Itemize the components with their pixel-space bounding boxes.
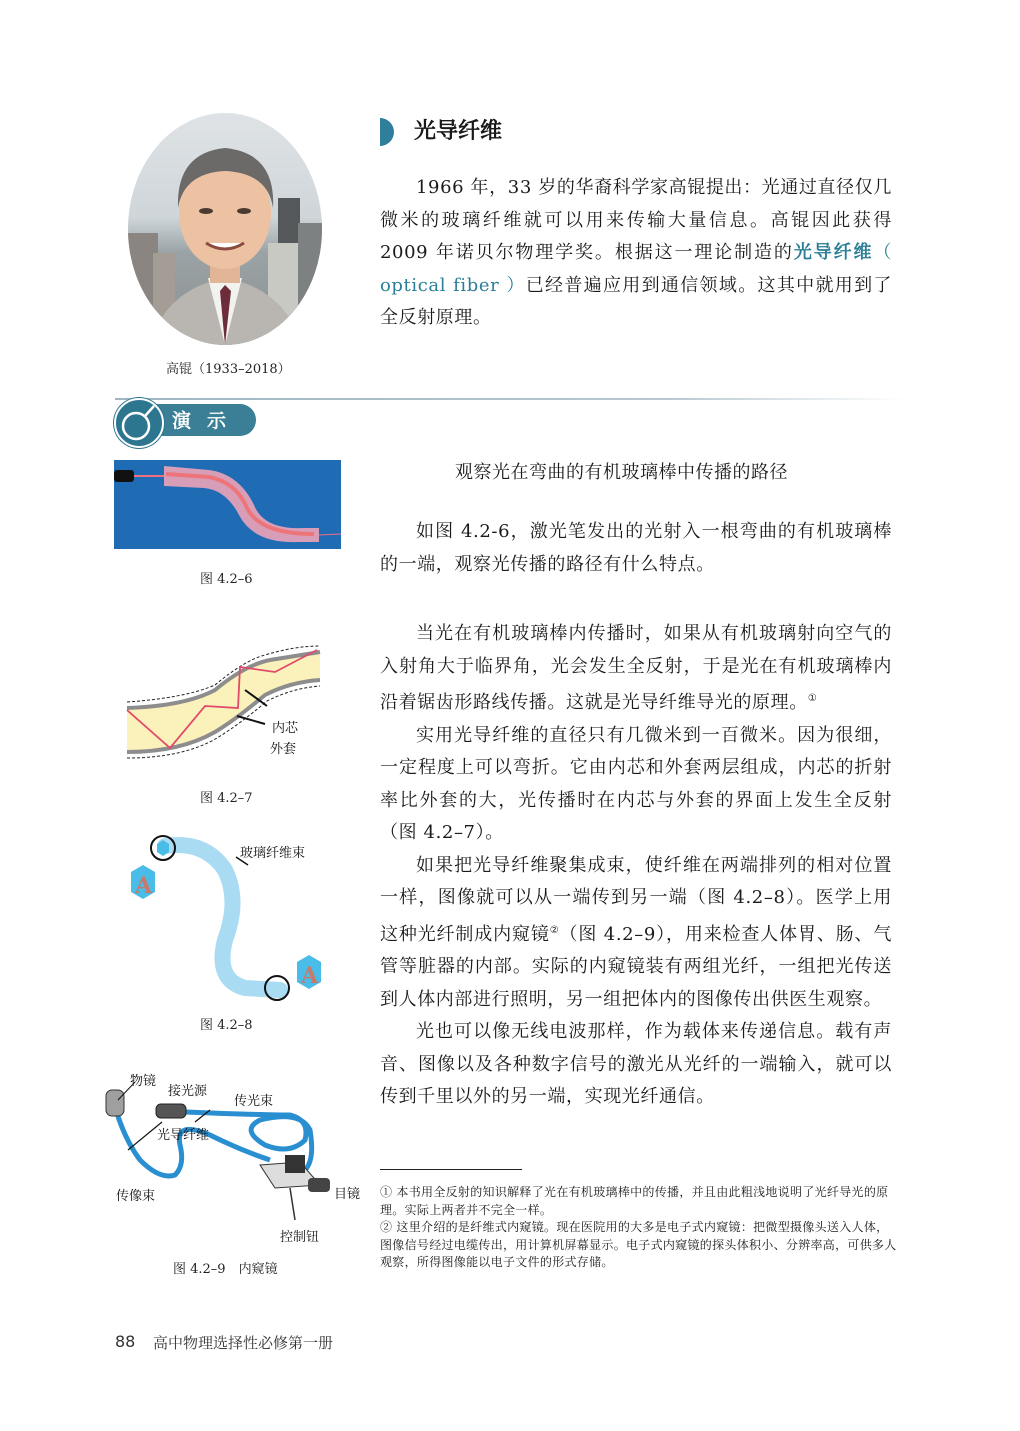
term-optical-fiber: 光导纤维 (793, 242, 874, 263)
footnote-ref-1[interactable]: ① (807, 693, 818, 704)
portrait-caption: 高锟（1933–2018） (166, 362, 291, 377)
paragraph-fiber-communication: 光也可以像无线电波那样，作为载体来传递信息。载有声音、图像以及各种数字信号的激光从光纤的一端输入，就可以传到千里以外的另一端，实现光纤通信。 (380, 1021, 892, 1107)
section-title: 光导纤维 (414, 119, 503, 144)
term-optical-fiber-en: （ optical fiber ） (380, 242, 892, 296)
page-number: 88 (115, 1332, 136, 1351)
demo-banner-label: 演示 (172, 410, 243, 432)
intro-text-1: 1966 年，33 岁的华裔科学家高锟提出：光通过直径仅几微米的玻璃纤维就可以用来传输大量信息。高锟因此获得 2009 年诺贝尔物理学奖。根据这一理论制造的 (380, 177, 892, 263)
section-marker-icon (380, 118, 394, 146)
intro-paragraph (380, 172, 892, 335)
label-core: 内芯 (272, 721, 299, 736)
paragraph-fiber-structure: 实用光导纤维的直径只有几微米到一百微米。因为很细，一定程度上可以弯折。它由内芯和外套两层组成，内芯的折射率比外套的大，光传播时在内芯与外套的界面上发生全反射（图 4.2–7）。 (380, 724, 892, 843)
footnote-2: ② 这里介绍的是纤维式内窥镜。现在医院用的大多是电子式内窥镜：把微型摄像头送入人体，图像信号经过电缆传出，用计算机屏幕显示。电子式内窥镜的探头体积小、分辨率高，可供多人观察，所得图像能以电子文件的形式存储。 (380, 1220, 897, 1269)
label-objective-lens: 物镜 (130, 1074, 157, 1089)
section-divider (115, 398, 905, 400)
label-eyepiece: 目镜 (334, 1187, 361, 1202)
footnote-ref-2[interactable]: ② (549, 924, 560, 936)
figure-4-2-8-caption: 图 4.2–8 (200, 1018, 253, 1033)
label-image-bundle: 传像束 (116, 1189, 156, 1204)
label-light-source: 接光源 (168, 1084, 208, 1099)
demo-title: 观察光在弯曲的有机玻璃棒中传播的路径 (455, 462, 788, 483)
paragraph-fiber-bundle: 如果把光导纤维聚集成束，使纤维在两端排列的相对位置一样，图像就可以从一端传到另一端（图 4.2–8）。医学上用这种光纤制成内窥镜 (380, 854, 892, 945)
label-light-bundle: 传光束 (234, 1094, 274, 1109)
portrait-photo (128, 113, 322, 345)
intro-text-2: 已经普遍应用到通信领域。这其中就用到了全反射原理。 (380, 274, 893, 328)
magnifier-icon (114, 398, 164, 448)
label-cladding: 外套 (270, 742, 297, 757)
paragraph-total-reflection: 当光在有机玻璃棒内传播时，如果从有机玻璃射向空气的入射角大于临界角，光会发生全反射，于是光在有机玻璃棒内沿着锯齿形路线传播。这就是光导纤维导光的原理。 (380, 623, 892, 713)
book-title: 高中物理选择性必修第一册 (153, 1334, 334, 1352)
demo-paragraph: 如图 4.2-6，激光笔发出的光射入一根弯曲的有机玻璃棒的一端，观察光传播的路径有什么特点。 (380, 521, 892, 575)
figure-4-2-6-photo (114, 460, 341, 549)
footnote-divider (380, 1169, 522, 1170)
figure-4-2-6-caption: 图 4.2–6 (200, 572, 253, 587)
figure-4-2-9-diagram (100, 1070, 360, 1245)
figure-4-2-9-caption: 图 4.2–9 内窥镜 (173, 1262, 278, 1277)
label-glass-fiber-bundle: 玻璃纤维束 (240, 846, 306, 861)
figure-4-2-7-caption: 图 4.2–7 (200, 791, 253, 806)
label-control-knob: 控制钮 (280, 1230, 320, 1245)
body-text: 当光在有机玻璃棒内传播时，如果从有机玻璃射向空气的入射角大于临界角，光会发生全反射，于是光在有机玻璃棒内沿着锯齿形路线传播。这就是光导纤维导光的原理。① 实用光导纤维的直径只有几微米到一百微米。因为很细，一定程度上可以弯折。它由内芯和外套两层组成，内芯的折射率比外套的大，光传播时在内芯与外套的界面上发生全反射（图 4.2–7）。 如果把光导纤维聚集成束，使纤维在两端排列的相对位置一样，图像就可以从一端传到另一端（图 4.2–8）。医学上用这种光纤制成内窥镜②（图 4.2–9），用来检查人体胃、肠、气管等脏器的内部。实际的内窥镜装有两组光纤，一组把光传送到人体内部进行照明，另一组把体内的图像传出供医生观察。 光也可以像无线电波那样，作为载体来传递信息。载有声音、图像以及各种数字信号的激光从光纤的一端输入，就可以传到千里以外的另一端，实现光纤通信。 (380, 618, 892, 1114)
glyph-a-left: A (135, 873, 153, 899)
footnote-1: ① 本书用全反射的知识解释了光在有机玻璃棒中的传播，并且由此粗浅地说明了光纤导光的原理。实际上两者并不完全一样。 (380, 1185, 889, 1217)
glyph-a-right: A (301, 963, 319, 989)
label-optical-fiber: 光导纤维 (157, 1128, 210, 1143)
footnotes (380, 1184, 900, 1272)
